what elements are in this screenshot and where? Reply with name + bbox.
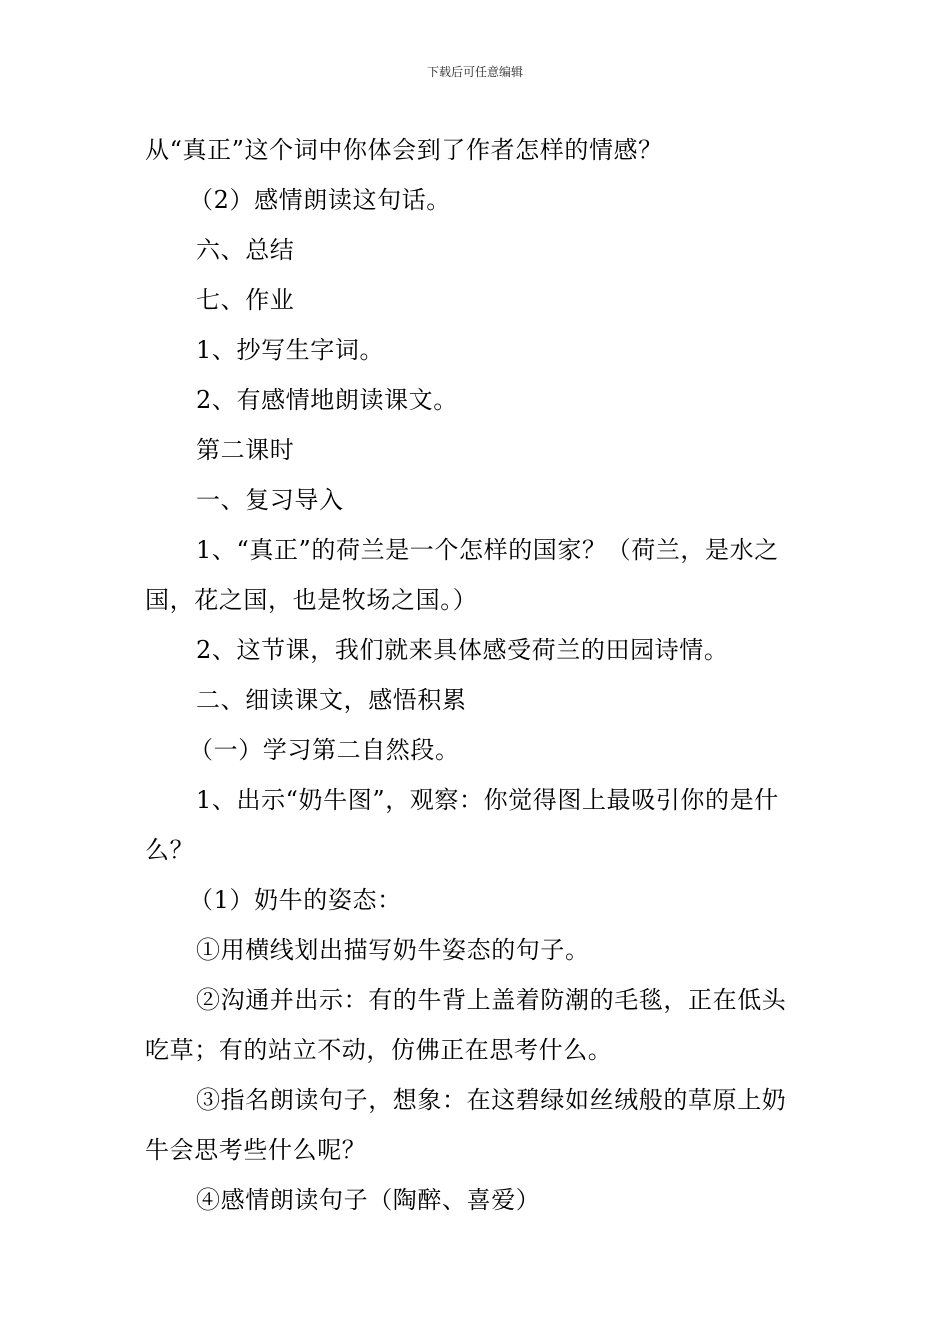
list-item: ①用横线划出描写奶牛姿态的句子。 (196, 936, 590, 964)
section-heading: 一、复习导入 (196, 486, 344, 514)
section-heading: 六、总结 (196, 236, 295, 264)
paragraph: （1）奶牛的姿态： (189, 886, 402, 914)
list-item: ④感情朗读句子（陶醉、喜爱） (196, 1186, 541, 1214)
subsection-heading: （一）学习第二自然段。 (189, 736, 460, 764)
section-heading: 二、细读课文，感悟积累 (196, 686, 467, 714)
list-item: ③指名朗读句子，想象：在这碧绿如丝绒般的草原上奶牛会思考些什么呢？ (145, 1086, 787, 1164)
lesson-heading: 第二课时 (196, 436, 295, 464)
document-body (145, 125, 810, 1225)
list-item: 2、这节课，我们就来具体感受荷兰的田园诗情。 (196, 636, 729, 664)
list-item: 1、“真正”的荷兰是一个怎样的国家？（荷兰，是水之国，花之国，也是牧场之国。） (145, 536, 779, 614)
paragraph-continuation: 从“真正”这个词中你体会到了作者怎样的情感？ (145, 136, 663, 164)
list-item: ②沟通并出示：有的牛背上盖着防潮的毛毯，正在低头吃草；有的站立不动，仿佛正在思考什么。 (145, 986, 787, 1064)
list-item: 2、有感情地朗读课文。 (196, 386, 458, 414)
section-heading: 七、作业 (196, 286, 295, 314)
list-item: 1、抄写生字词。 (196, 336, 385, 364)
list-item: 1、出示“奶牛图”，观察：你觉得图上最吸引你的是什么？ (145, 786, 779, 864)
page-header: 下载后可任意编辑 (426, 65, 523, 79)
paragraph: （2）感情朗读这句话。 (189, 186, 451, 214)
